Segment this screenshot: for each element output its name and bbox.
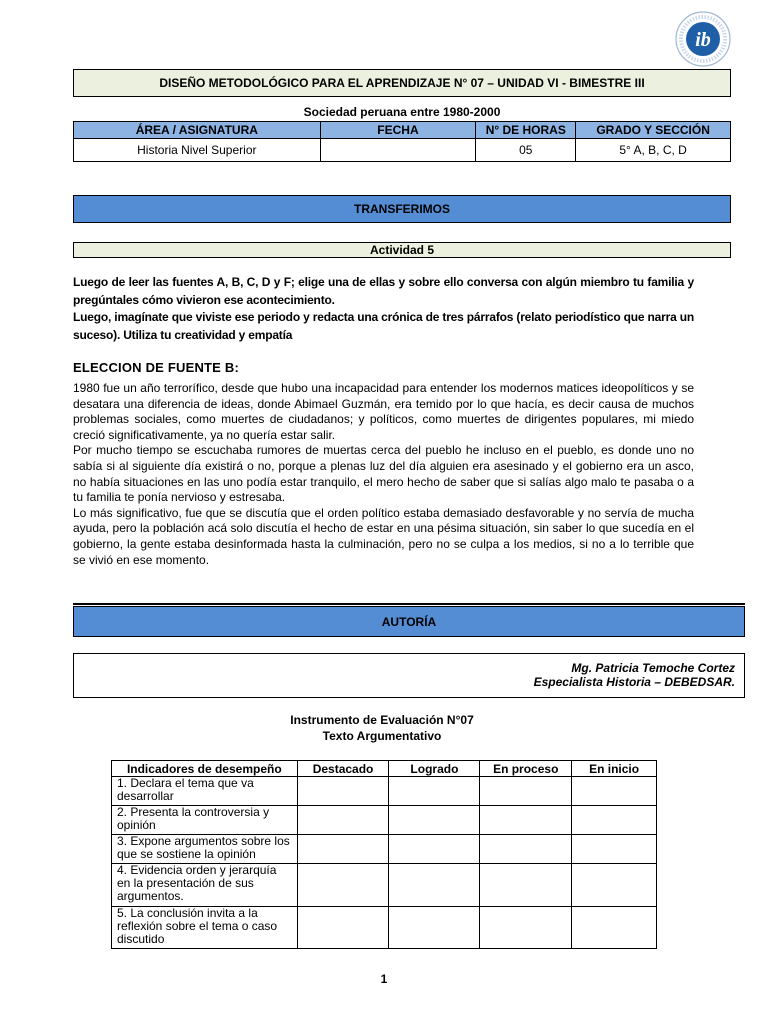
col-grado: GRADO Y SECCIÓN bbox=[576, 122, 731, 139]
table-row bbox=[112, 777, 657, 806]
indicator-cell: 3. Expone argumentos sobre los que se sostiene la opinión bbox=[112, 835, 298, 864]
page-number: 1 bbox=[380, 972, 388, 986]
eval-col-destacado: Destacado bbox=[297, 761, 389, 777]
eval-col-indicadores: Indicadores de desempeño bbox=[112, 761, 298, 777]
paragraph-3: Lo más significativo, fue que se discutía que el orden político estaba demasiado desfavorable y no servía de mucha ayuda, pero la población acá solo discutía el hecho de estar en una pésima situación, sin saber lo que sucedía en el gobierno, la gente estaba desinformada hasta la culminación, pero no se culpa a los medios, si no a lo terrible que se vivió en ese momento. bbox=[73, 505, 694, 567]
author-role: Especialista Historia – DEBEDSAR. bbox=[533, 675, 735, 689]
eval-cell[interactable] bbox=[297, 907, 389, 949]
eval-col-proceso: En proceso bbox=[480, 761, 572, 777]
logo-text: ib bbox=[695, 29, 711, 51]
source-heading: ELECCION DE FUENTE B: bbox=[73, 360, 239, 375]
eval-cell[interactable] bbox=[297, 864, 389, 907]
table-row bbox=[112, 806, 657, 835]
table-row bbox=[112, 864, 657, 907]
col-fecha: FECHA bbox=[320, 122, 476, 139]
author-name: Mg. Patricia Temoche Cortez bbox=[571, 661, 735, 675]
eval-col-logrado: Logrado bbox=[389, 761, 480, 777]
eval-cell[interactable] bbox=[480, 806, 572, 835]
eval-cell[interactable] bbox=[389, 835, 480, 864]
evaluation-title: Instrumento de Evaluación N°07 bbox=[290, 713, 474, 727]
eval-cell[interactable] bbox=[389, 907, 480, 949]
eval-cell[interactable] bbox=[389, 777, 480, 806]
activity-instructions bbox=[73, 274, 694, 344]
eval-cell[interactable] bbox=[480, 907, 572, 949]
indicator-cell: 2. Presenta la controversia y opinión bbox=[112, 806, 298, 835]
info-table-row bbox=[74, 139, 731, 162]
eval-cell[interactable] bbox=[572, 907, 657, 949]
eval-cell[interactable] bbox=[572, 835, 657, 864]
evaluation-table bbox=[111, 760, 657, 949]
author-box bbox=[73, 653, 745, 698]
source-body bbox=[73, 381, 694, 568]
col-area: ÁREA / ASIGNATURA bbox=[74, 122, 321, 139]
instruction-2: Luego, imagínate que viviste ese periodo y redacta una crónica de tres párrafos (relato periodístico que narra un suceso). Utiliza tu creatividad y empatía bbox=[73, 310, 694, 342]
eval-cell[interactable] bbox=[297, 806, 389, 835]
section-autoria: AUTORÍA bbox=[73, 606, 745, 637]
eval-cell[interactable] bbox=[297, 777, 389, 806]
cell-horas: 05 bbox=[476, 139, 576, 162]
table-row bbox=[112, 835, 657, 864]
divider-line bbox=[73, 603, 745, 605]
ib-logo bbox=[674, 10, 732, 68]
paragraph-1: 1980 fue un año terrorífico, desde que hubo una incapacidad para entender los modernos matices ideopolíticos y se desatara una diferencia de ideas, donde Abimael Guzmán, era temido por lo que hacía, es decir causa de muchos problemas sociales, como muertes de ciudadanos; y políticos, como muertes de dirigentes populares, mi miedo creció significativamente, ya no quería estar salir. bbox=[73, 381, 694, 442]
cell-fecha bbox=[320, 139, 476, 162]
indicator-cell: 4. Evidencia orden y jerarquía en la presentación de sus argumentos. bbox=[112, 864, 298, 907]
col-horas: N° DE HORAS bbox=[476, 122, 576, 139]
eval-cell[interactable] bbox=[480, 864, 572, 907]
instruction-1: Luego de leer las fuentes A, B, C, D y F; elige una de ellas y sobre ello conversa con algún miembro tu familia y pregúntales cómo vivieron ese acontecimiento. bbox=[73, 275, 694, 307]
info-table bbox=[73, 121, 731, 162]
eval-cell[interactable] bbox=[572, 777, 657, 806]
document-title: DISEÑO METODOLÓGICO PARA EL APRENDIZAJE N° 07 – UNIDAD VI - BIMESTRE III bbox=[73, 69, 731, 97]
evaluation-subtitle: Texto Argumentativo bbox=[322, 729, 442, 743]
eval-col-inicio: En inicio bbox=[572, 761, 657, 777]
indicator-cell: 1. Declara el tema que va desarrollar bbox=[112, 777, 298, 806]
eval-cell[interactable] bbox=[480, 835, 572, 864]
evaluation-heading bbox=[73, 712, 691, 744]
eval-cell[interactable] bbox=[480, 777, 572, 806]
table-row bbox=[112, 907, 657, 949]
activity-title: Actividad 5 bbox=[73, 242, 731, 258]
document-subtitle: Sociedad peruana entre 1980-2000 bbox=[303, 105, 501, 119]
cell-area: Historia Nivel Superior bbox=[74, 139, 321, 162]
paragraph-2: Por mucho tiempo se escuchaba rumores de muertas cerca del pueblo he incluso en el pueblo, es donde uno no sabía si al siguiente día existirá o no, porque a plenas luz del día alguien era asesinado y el gobierno era un asco, no había situaciones en las uno podía estar tranquilo, el mero hecho de saber que si salías algo malo te pasaba o a tu familia te ponía nervioso y estresaba. bbox=[73, 443, 694, 505]
indicator-cell: 5. La conclusión invita a la reflexión sobre el tema o caso discutido bbox=[112, 907, 298, 949]
eval-cell[interactable] bbox=[572, 806, 657, 835]
section-transferimos: TRANSFERIMOS bbox=[73, 195, 731, 223]
eval-cell[interactable] bbox=[389, 864, 480, 907]
eval-cell[interactable] bbox=[389, 806, 480, 835]
eval-cell[interactable] bbox=[572, 864, 657, 907]
info-table-header bbox=[74, 122, 731, 139]
eval-cell[interactable] bbox=[297, 835, 389, 864]
evaluation-header bbox=[112, 761, 657, 777]
cell-grado: 5° A, B, C, D bbox=[576, 139, 731, 162]
